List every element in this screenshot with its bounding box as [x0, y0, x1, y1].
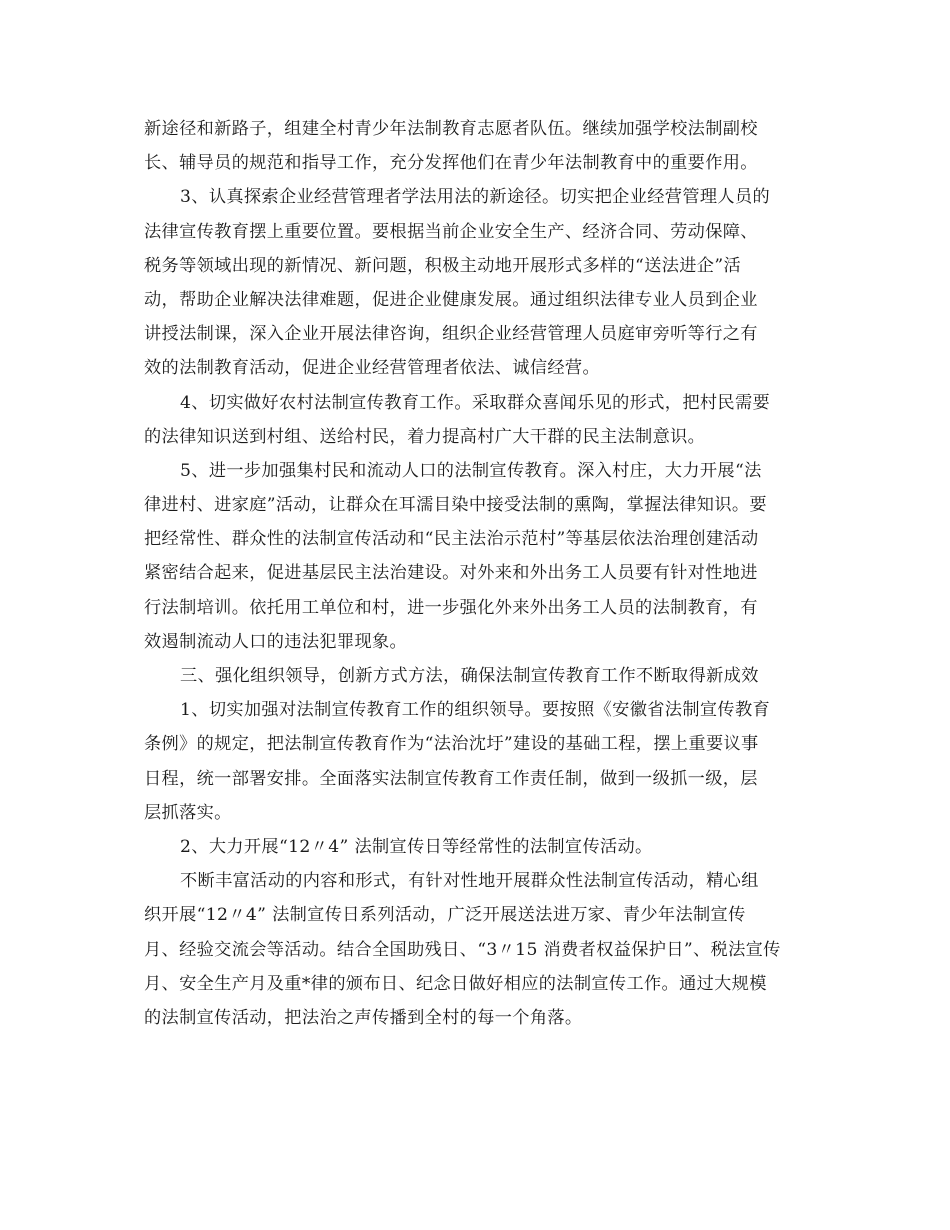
text-line: 法律宣传教育摆上重要位置。要根据当前企业安全生产、经济合同、劳动保障、 [144, 221, 758, 242]
paragraph-start-line: 不断丰富活动的内容和形式，有针对性地开展群众性法制宣传活动，精心组 [180, 871, 759, 892]
text-line: 税务等领域出现的新情况、新问题，积极主动地开展形式多样的“送法进企”活 [144, 255, 742, 276]
text-line: 新途径和新路子，组建全村青少年法制教育志愿者队伍。继续加强学校法制副校 [144, 119, 758, 139]
text-line: 的法律知识送到村组、送给村民，着力提高村广大干群的民主法制意识。 [144, 426, 706, 447]
text-line: 月、安全生产月及重*律的颁布日、纪念日做好相应的法制宣传工作。通过大规模 [144, 973, 767, 994]
text-line: 行法制培训。依托用工单位和村，进一步强化外来外出务工人员的法制教育，有 [144, 597, 758, 618]
text-line: 律进村、进家庭”活动，让群众在耳濡目染中接受法制的熏陶，掌握法律知识。要 [144, 495, 767, 516]
paragraph-start-line: 3、认真探索企业经营管理者学法用法的新途径。切实把企业经营管理人员的 [180, 187, 771, 208]
paragraph-start-line: 5、进一步加强集村民和流动人口的法制宣传教育。深入村庄，大力开展“法 [180, 460, 762, 481]
text-line: 织开展“12〃4” 法制宣传日系列活动，广泛开展送法进万家、青少年法制宣传 [144, 905, 746, 926]
text-line: 紧密结合起来，促进基层民主法治建设。对外来和外出务工人员要有针对性地进 [144, 563, 758, 584]
text-line: 效遏制流动人口的违法犯罪现象。 [144, 631, 408, 652]
text-line: 效的法制教育活动，促进企业经营管理者依法、诚信经营。 [144, 358, 600, 379]
document-body [144, 112, 808, 1035]
text-line: 月、经验交流会等活动。结合全国助残日、“3〃15 消费者权益保护日”、税法宣传 [144, 939, 781, 960]
paragraph-start-line: 2、大力开展“12〃4” 法制宣传日等经常性的法制宣传活动。 [180, 836, 653, 857]
text-line: 条例》的规定，把法制宣传教育作为“法治沈圩”建设的基础工程，摆上重要议事 [144, 734, 759, 755]
text-line: 讲授法制课，深入企业开展法律咨询，组织企业经营管理人员庭审旁听等行之有 [144, 324, 758, 345]
text-line: 层抓落实。 [144, 802, 232, 823]
section-heading: 三、强化组织领导，创新方式方法，确保法制宣传教育工作不断取得新成效 [180, 666, 759, 686]
paragraph-start-line: 4、切实做好农村法制宣传教育工作。采取群众喜闻乐见的形式，把村民需要 [180, 392, 771, 413]
text-line: 的法制宣传活动，把法治之声传播到全村的每一个角落。 [144, 1007, 583, 1028]
paragraph-start-line: 1、切实加强对法制宣传教育工作的组织领导。要按照《安徽省法制宣传教育 [180, 700, 771, 721]
text-line: 长、辅导员的规范和指导工作，充分发挥他们在青少年法制教育中的重要作用。 [144, 153, 758, 174]
text-line: 把经常性、群众性的法制宣传活动和“民主法治示范村”等基层依法治理创建活动 [144, 529, 759, 550]
text-line: 动，帮助企业解决法律难题，促进企业健康发展。通过组织法律专业人员到企业 [144, 289, 758, 310]
text-line: 日程，统一部署安排。全面落实法制宣传教育工作责任制，做到一级抓一级，层 [144, 768, 758, 789]
